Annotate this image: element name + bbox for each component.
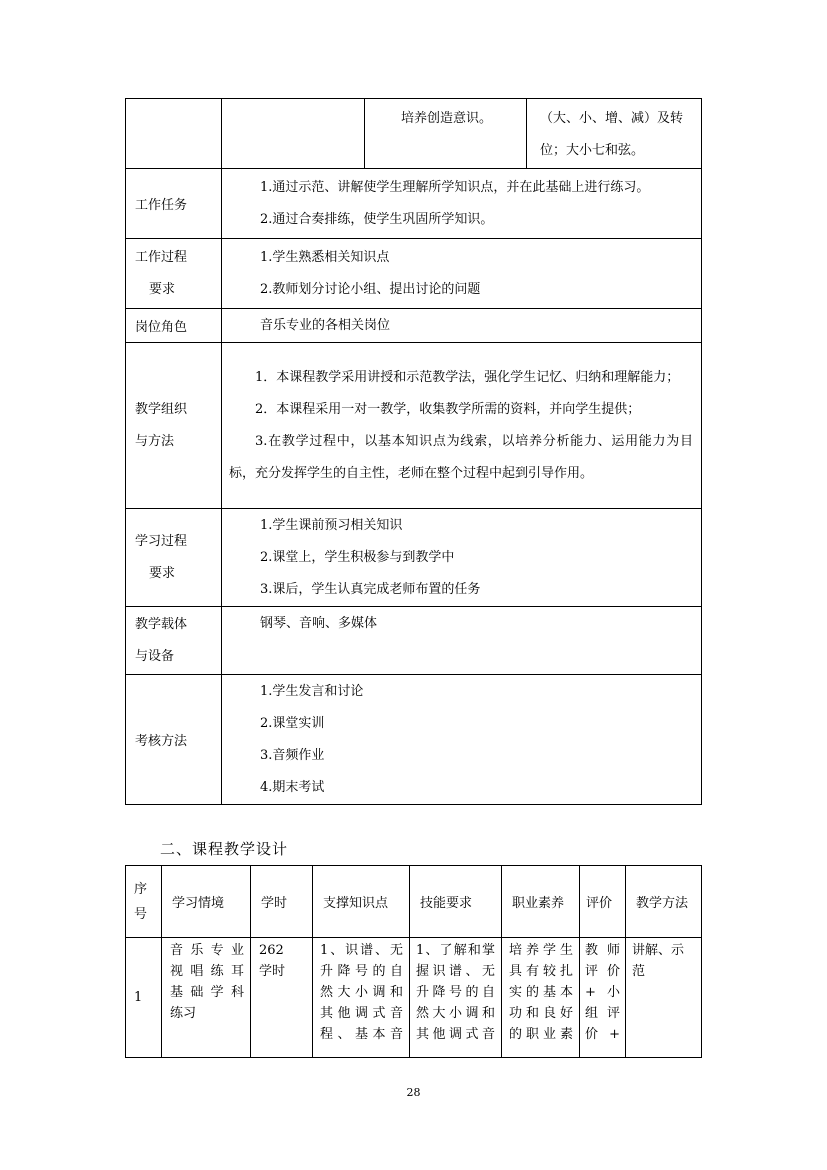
cell-line: 升降号的自 [416,985,495,1000]
cell-quality [502,938,580,1058]
cell-method [626,938,702,1058]
row-label-line2: 与方法 [135,433,175,449]
header-method: 教学方法 [626,866,702,938]
cell-line: 教师 [585,943,620,958]
cell-line: 音乐专业 [170,943,244,958]
row-content [222,509,702,607]
header-situation: 学习情境 [162,866,251,938]
row-teaching-equipment [126,607,702,675]
course-design-table [125,865,702,1058]
cell-line: 学时 [259,964,286,979]
header-hours: 学时 [251,866,313,938]
cell-line: 升降号的自 [320,964,403,979]
row-content [222,607,702,675]
table-row [126,938,702,1058]
cont-cell-3 [365,99,527,169]
row-label-line2: 要求 [149,281,176,297]
page-number: 28 [406,1086,421,1099]
row-content [222,239,702,309]
content-paragraph: 3.在教学过程中，以基本知识点为线索，以培养分析能力、运用能力为目标，充分发挥学生的自主性，老师在整个过程中起到引导作用。 [229,433,693,481]
content-line: 2.课堂实训 [260,715,325,731]
row-label-line1: 工作过程 [135,249,188,265]
cell-line: 然大小调和 [320,985,403,1000]
header-skills: 技能要求 [410,866,502,938]
row-content [222,309,702,343]
row-assessment [126,675,702,805]
header-seq-line2: 号 [134,906,148,922]
row-learning-process [126,509,702,607]
cell-line: 价 + [585,1027,620,1042]
header-row [126,866,702,938]
cell-line: 讲解、示 [632,943,685,958]
cell-line: 实的基本 [509,985,573,1000]
row-work-tasks [126,169,702,239]
teaching-info-table [125,98,702,805]
cell-line: 1、识谱、无 [320,943,403,958]
cont-cell-2 [222,99,365,169]
content-line: 2.通过合奏排练，使学生巩固所学知识。 [260,211,494,227]
header-seq [126,866,162,938]
cell-skills [410,938,502,1058]
cell-line: 具有较扎 [509,964,573,979]
cell-line: 程、基本音 [320,1027,403,1042]
content-line: 4.期末考试 [260,779,325,795]
cell-hours [251,938,313,1058]
row-label-line2: 与设备 [135,648,175,664]
row-content [222,169,702,239]
content-line: 1.学生课前预习相关知识 [260,517,403,533]
row-label-line2: 要求 [149,565,176,581]
content-line: 音乐专业的各相关岗位 [260,317,391,333]
cell-line: 然大小调和 [416,1006,495,1021]
cell-line: 的职业素 [509,1027,573,1042]
cell-knowledge [313,938,410,1058]
section-heading: 二、课程教学设计 [160,840,289,858]
content-paragraph: 1．本课程教学采用讲授和示范教学法，强化学生记忆、归纳和理解能力； [255,369,680,385]
cell-line: 范 [632,964,646,979]
cont-cell-1 [126,99,222,169]
cell-situation [162,938,251,1058]
cell-line: 练习 [170,1006,197,1021]
content-line: 2.教师划分讨论小组、提出讨论的问题 [260,281,481,297]
cell-evaluation [580,938,626,1058]
content-line: 3.课后，学生认真完成老师布置的任务 [260,581,481,597]
cell-line: 视唱练耳 [170,964,244,979]
row-label: 岗位角色 [126,309,222,343]
row-label: 考核方法 [126,675,222,805]
cell-seq: 1 [126,938,162,1058]
cont-cell-4-line1: （大、小、增、减）及转 [540,111,684,126]
content-line: 钢琴、音响、多媒体 [260,616,378,631]
row-label-line1: 教学载体 [135,616,188,632]
cell-line: 其他调式音 [320,1006,403,1021]
cell-line: 培养学生 [509,943,573,958]
cell-line: 1、了解和掌 [416,943,495,958]
row-label: 工作任务 [126,169,222,239]
row-teaching-method [126,343,702,509]
row-label [126,239,222,309]
cell-line: + 小 [585,985,620,1000]
cell-line: 基础学科 [170,985,244,1000]
row-work-process [126,239,702,309]
cont-cell-4-line2: 位；大小七和弦。 [540,143,645,158]
cell-line: 握识谱、无 [416,964,495,979]
cont-cell-3-text: 培养创造意识。 [401,111,493,126]
continuation-row [126,99,702,169]
row-label-line1: 学习过程 [135,533,188,549]
cell-line: 功和良好 [509,1006,573,1021]
row-label [126,607,222,675]
row-label [126,343,222,509]
content-line: 1.通过示范、讲解使学生理解所学知识点，并在此基础上进行练习。 [260,179,650,195]
header-evaluation: 评价 [580,866,626,938]
content-line: 1.学生发言和讨论 [260,683,364,699]
cell-line: 其他调式音 [416,1027,495,1042]
row-label [126,509,222,607]
content-paragraph: 2．本课程采用一对一教学，收集教学所需的资料，并向学生提供； [255,401,641,417]
cell-line: 评价 [585,964,620,979]
content-line: 1.学生熟悉相关知识点 [260,249,390,265]
header-seq-line1: 序 [134,881,148,897]
cell-line: 262 [259,943,284,958]
cell-line: 组评 [585,1006,620,1021]
row-content [222,675,702,805]
header-knowledge: 支撑知识点 [313,866,410,938]
row-label-line1: 教学组织 [135,401,188,417]
row-position-role [126,309,702,343]
content-line: 3.音频作业 [260,747,325,763]
content-line: 2.课堂上，学生积极参与到教学中 [260,549,455,565]
cont-cell-4 [527,99,702,169]
row-content [222,343,702,509]
header-quality: 职业素养 [502,866,580,938]
